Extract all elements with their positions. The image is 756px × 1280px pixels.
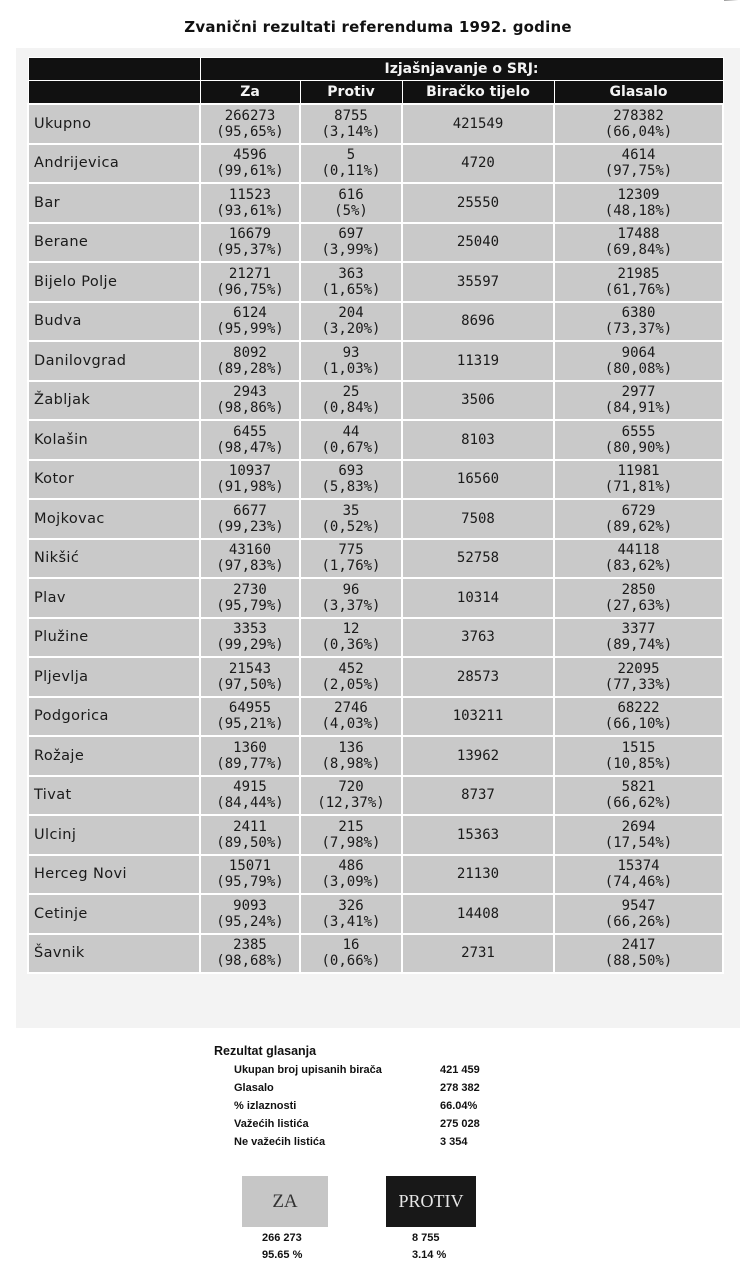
protiv-value: 204 — [338, 305, 364, 322]
table-row — [28, 657, 723, 697]
za-cell — [200, 183, 300, 223]
za-cell — [200, 341, 300, 381]
glasalo-value: 6555 — [621, 423, 656, 440]
protiv-percent: 3.14 % — [412, 1249, 447, 1261]
protiv-cell — [300, 855, 402, 895]
glasalo-cell — [554, 262, 723, 302]
municipality-name: Kolašin — [28, 420, 200, 460]
biracko-tijelo-cell: 28573 — [402, 657, 554, 697]
protiv-percent: (12,37%) — [317, 795, 385, 812]
glasalo-percent: (17,54%) — [604, 834, 673, 851]
za-value: 1360 — [233, 739, 267, 756]
za-value: 10937 — [228, 463, 272, 480]
biracko-tijelo-cell: 11319 — [402, 341, 554, 381]
za-count: 266 273 — [262, 1232, 302, 1244]
glasalo-percent: (89,74%) — [604, 637, 673, 654]
protiv-percent: (3,14%) — [321, 123, 381, 140]
za-value: 15071 — [228, 858, 272, 875]
za-value: 16679 — [228, 226, 272, 243]
glasalo-cell — [554, 420, 723, 460]
protiv-percent: (3,09%) — [321, 874, 381, 891]
glasalo-percent: (80,90%) — [604, 439, 673, 456]
protiv-percent: (1,76%) — [321, 558, 381, 575]
glasalo-value: 9064 — [621, 344, 656, 361]
glasalo-value: 17488 — [617, 226, 660, 243]
municipality-name: Plav — [28, 578, 200, 618]
glasalo-cell — [554, 381, 723, 421]
municipality-name: Pljevlja — [28, 657, 200, 697]
glasalo-cell — [554, 736, 723, 776]
za-value: 2943 — [233, 384, 267, 401]
glasalo-value: 21985 — [617, 265, 660, 282]
summary-title: Rezultat glasanja — [214, 1044, 317, 1058]
za-value: 2411 — [233, 818, 267, 835]
glasalo-cell — [554, 539, 723, 579]
protiv-value: 35 — [342, 502, 360, 519]
summary-label: Važećih listića — [234, 1118, 309, 1130]
protiv-percent: (1,65%) — [321, 281, 381, 298]
za-cell — [200, 460, 300, 500]
glasalo-percent: (69,84%) — [604, 242, 673, 259]
column-header-za: Za — [200, 81, 300, 105]
za-cell — [200, 776, 300, 816]
protiv-percent: (4,03%) — [321, 716, 381, 733]
summary-value: 66.04% — [440, 1100, 478, 1112]
za-percent: (99,29%) — [216, 637, 284, 654]
za-cell — [200, 855, 300, 895]
protiv-cell — [300, 776, 402, 816]
biracko-tijelo-cell: 8737 — [402, 776, 554, 816]
municipality-name: Tivat — [28, 776, 200, 816]
protiv-percent: (1,03%) — [321, 360, 381, 377]
glasalo-percent: (66,26%) — [604, 913, 673, 930]
za-percent: 95.65 % — [262, 1249, 303, 1261]
za-percent: (99,61%) — [216, 163, 284, 180]
glasalo-cell — [554, 302, 723, 342]
glasalo-value: 6729 — [621, 502, 656, 519]
protiv-value: 93 — [342, 344, 360, 361]
municipality-name: Andrijevica — [28, 144, 200, 184]
za-percent: (95,24%) — [216, 913, 284, 930]
za-cell — [200, 934, 300, 974]
glasalo-value: 3377 — [621, 621, 656, 638]
za-percent: (89,50%) — [216, 834, 284, 851]
protiv-percent: (7,98%) — [321, 834, 381, 851]
za-percent: (95,79%) — [216, 597, 284, 614]
glasalo-value: 2977 — [621, 384, 656, 401]
municipality-name: Šavnik — [28, 934, 200, 974]
za-percent: (89,28%) — [216, 360, 284, 377]
glasalo-percent: (83,62%) — [604, 558, 673, 575]
protiv-count: 8 755 — [412, 1232, 440, 1244]
za-value: 11523 — [228, 186, 272, 203]
municipality-name: Bijelo Polje — [28, 262, 200, 302]
za-cell — [200, 381, 300, 421]
municipality-name: Budva — [28, 302, 200, 342]
glasalo-value: 278382 — [613, 107, 664, 124]
za-percent: (98,86%) — [216, 400, 284, 417]
biracko-tijelo-cell: 25550 — [402, 183, 554, 223]
za-percent: (97,83%) — [216, 558, 284, 575]
glasalo-value: 22095 — [617, 660, 660, 677]
municipality-name: Rožaje — [28, 736, 200, 776]
biracko-tijelo-cell: 2731 — [402, 934, 554, 974]
protiv-cell — [300, 341, 402, 381]
protiv-cell — [300, 223, 402, 263]
summary-row — [234, 1136, 534, 1153]
biracko-tijelo-cell: 13962 — [402, 736, 554, 776]
municipality-name: Danilovgrad — [28, 341, 200, 381]
protiv-box: PROTIV — [386, 1176, 476, 1227]
za-percent: (84,44%) — [216, 795, 284, 812]
protiv-value: 215 — [338, 818, 364, 835]
table-row — [28, 934, 723, 974]
za-percent: (96,75%) — [216, 281, 284, 298]
glasalo-cell — [554, 223, 723, 263]
protiv-cell — [300, 104, 402, 144]
glasalo-percent: (80,08%) — [604, 360, 673, 377]
summary-row — [234, 1118, 534, 1135]
za-percent: (95,21%) — [216, 716, 284, 733]
glasalo-percent: (73,37%) — [604, 321, 673, 338]
table-row — [28, 104, 723, 144]
protiv-percent: (3,41%) — [321, 913, 381, 930]
column-header-glasalo: Glasalo — [554, 81, 723, 105]
glasalo-percent: (97,75%) — [604, 163, 673, 180]
glasalo-cell — [554, 894, 723, 934]
protiv-value: 2746 — [334, 700, 368, 717]
glasalo-percent: (10,85%) — [604, 755, 673, 772]
glasalo-cell — [554, 618, 723, 658]
protiv-value: 25 — [342, 384, 360, 401]
protiv-value: 616 — [338, 186, 364, 203]
protiv-percent: (0,11%) — [321, 163, 381, 180]
za-value: 6124 — [233, 305, 267, 322]
za-cell — [200, 499, 300, 539]
glasalo-percent: (61,76%) — [604, 281, 673, 298]
summary-label: % izlaznosti — [234, 1100, 297, 1112]
glasalo-value: 2850 — [621, 581, 656, 598]
glasalo-value: 11981 — [617, 463, 660, 480]
protiv-value: 16 — [342, 937, 360, 954]
biracko-tijelo-cell: 3506 — [402, 381, 554, 421]
biracko-tijelo-cell: 7508 — [402, 499, 554, 539]
glasalo-percent: (48,18%) — [604, 202, 673, 219]
za-cell — [200, 736, 300, 776]
table-row — [28, 262, 723, 302]
municipality-name: Ulcinj — [28, 815, 200, 855]
protiv-cell — [300, 460, 402, 500]
column-header-protiv: Protiv — [300, 81, 402, 105]
protiv-value: 44 — [342, 423, 360, 440]
table-row — [28, 618, 723, 658]
glasalo-percent: (88,50%) — [604, 953, 673, 970]
protiv-percent: (5%) — [334, 202, 368, 219]
glasalo-value: 1515 — [621, 739, 656, 756]
table-row — [28, 223, 723, 263]
protiv-cell — [300, 302, 402, 342]
glasalo-cell — [554, 460, 723, 500]
za-value: 4596 — [233, 147, 267, 164]
protiv-cell — [300, 736, 402, 776]
summary-value: 278 382 — [440, 1082, 480, 1094]
protiv-value: 775 — [338, 542, 364, 559]
za-cell — [200, 223, 300, 263]
table-row — [28, 578, 723, 618]
municipality-name: Podgorica — [28, 697, 200, 737]
header-spacer — [28, 81, 200, 105]
protiv-percent: (3,20%) — [321, 321, 381, 338]
glasalo-percent: (66,04%) — [604, 123, 673, 140]
municipality-name: Plužine — [28, 618, 200, 658]
za-cell — [200, 539, 300, 579]
glasalo-cell — [554, 657, 723, 697]
protiv-percent: (2,05%) — [321, 676, 381, 693]
glasalo-value: 2417 — [621, 937, 656, 954]
za-percent: (95,65%) — [216, 123, 284, 140]
protiv-percent: (0,66%) — [321, 953, 381, 970]
table-row — [28, 460, 723, 500]
za-value: 8092 — [233, 344, 267, 361]
glasalo-percent: (66,62%) — [604, 795, 673, 812]
municipality-name: Žabljak — [28, 381, 200, 421]
za-percent: (95,37%) — [216, 242, 284, 259]
biracko-tijelo-cell: 8696 — [402, 302, 554, 342]
protiv-percent: (3,99%) — [321, 242, 381, 259]
biracko-tijelo-cell: 15363 — [402, 815, 554, 855]
za-value: 64955 — [228, 700, 272, 717]
biracko-tijelo-cell: 421549 — [402, 104, 554, 144]
municipality-name: Berane — [28, 223, 200, 263]
glasalo-cell — [554, 144, 723, 184]
protiv-cell — [300, 183, 402, 223]
glasalo-cell — [554, 578, 723, 618]
za-percent: (98,68%) — [216, 953, 284, 970]
glasalo-value: 4614 — [621, 147, 656, 164]
glasalo-cell — [554, 104, 723, 144]
municipality-name: Cetinje — [28, 894, 200, 934]
protiv-cell — [300, 499, 402, 539]
za-percent: (91,98%) — [216, 479, 284, 496]
za-cell — [200, 262, 300, 302]
za-value: 3353 — [233, 621, 267, 638]
za-cell — [200, 815, 300, 855]
protiv-value: 452 — [338, 660, 364, 677]
protiv-value: 96 — [342, 581, 360, 598]
za-value: 9093 — [233, 897, 267, 914]
table-row — [28, 539, 723, 579]
za-percent: (95,99%) — [216, 321, 284, 338]
summary-label: Glasalo — [234, 1082, 274, 1094]
glasalo-value: 5821 — [621, 779, 656, 796]
glasalo-cell — [554, 815, 723, 855]
table-row — [28, 302, 723, 342]
protiv-value: 363 — [338, 265, 364, 282]
municipality-name: Ukupno — [28, 104, 200, 144]
biracko-tijelo-cell: 35597 — [402, 262, 554, 302]
glasalo-cell — [554, 934, 723, 974]
biracko-tijelo-cell: 52758 — [402, 539, 554, 579]
municipality-name: Herceg Novi — [28, 855, 200, 895]
protiv-cell — [300, 894, 402, 934]
scan-edge-mark — [724, 0, 756, 15]
protiv-percent: (0,84%) — [321, 400, 381, 417]
table-row — [28, 381, 723, 421]
glasalo-cell — [554, 697, 723, 737]
glasalo-cell — [554, 341, 723, 381]
protiv-percent: (0,52%) — [321, 518, 381, 535]
protiv-cell — [300, 420, 402, 460]
table-row — [28, 736, 723, 776]
table-row — [28, 697, 723, 737]
table-row — [28, 894, 723, 934]
municipality-name: Nikšić — [28, 539, 200, 579]
protiv-cell — [300, 934, 402, 974]
protiv-cell — [300, 697, 402, 737]
summary-row — [234, 1082, 534, 1099]
protiv-percent: (0,67%) — [321, 439, 381, 456]
summary-row — [234, 1064, 534, 1081]
summary-row — [234, 1100, 534, 1117]
table-row — [28, 183, 723, 223]
glasalo-cell — [554, 776, 723, 816]
protiv-value: 693 — [338, 463, 364, 480]
za-value: 266273 — [224, 107, 276, 124]
protiv-cell — [300, 381, 402, 421]
municipality-name: Kotor — [28, 460, 200, 500]
za-value: 2730 — [233, 581, 267, 598]
za-value: 6677 — [233, 502, 267, 519]
glasalo-cell — [554, 499, 723, 539]
summary-value: 3 354 — [440, 1136, 468, 1148]
table-row — [28, 815, 723, 855]
glasalo-value: 2694 — [621, 818, 656, 835]
protiv-value: 697 — [338, 226, 364, 243]
za-percent: (93,61%) — [216, 202, 284, 219]
protiv-percent: (0,36%) — [321, 637, 381, 654]
protiv-cell — [300, 618, 402, 658]
municipality-name: Mojkovac — [28, 499, 200, 539]
za-value: 43160 — [228, 542, 272, 559]
table-row — [28, 855, 723, 895]
za-cell — [200, 894, 300, 934]
protiv-value: 5 — [346, 147, 356, 164]
biracko-tijelo-cell: 25040 — [402, 223, 554, 263]
za-percent: (95,79%) — [216, 874, 284, 891]
glasalo-cell — [554, 183, 723, 223]
za-cell — [200, 104, 300, 144]
biracko-tijelo-cell: 3763 — [402, 618, 554, 658]
glasalo-percent: (66,10%) — [604, 716, 673, 733]
header-spacer — [28, 58, 200, 81]
za-cell — [200, 697, 300, 737]
protiv-value: 12 — [342, 621, 360, 638]
protiv-value: 8755 — [334, 107, 368, 124]
biracko-tijelo-cell: 14408 — [402, 894, 554, 934]
za-cell — [200, 420, 300, 460]
table-row — [28, 341, 723, 381]
municipality-name: Bar — [28, 183, 200, 223]
za-value: 21543 — [228, 660, 272, 677]
protiv-cell — [300, 262, 402, 302]
table-row — [28, 776, 723, 816]
summary-label: Ukupan broj upisanih birača — [234, 1064, 382, 1076]
glasalo-value: 15374 — [617, 858, 660, 875]
glasalo-percent: (27,63%) — [604, 597, 673, 614]
protiv-cell — [300, 144, 402, 184]
biracko-tijelo-cell: 103211 — [402, 697, 554, 737]
protiv-percent: (8,98%) — [321, 755, 381, 772]
table-row — [28, 144, 723, 184]
za-cell — [200, 657, 300, 697]
protiv-percent: (3,37%) — [321, 597, 381, 614]
glasalo-value: 6380 — [621, 305, 656, 322]
za-percent: (89,77%) — [216, 755, 284, 772]
protiv-value: 720 — [338, 779, 364, 796]
table-row — [28, 420, 723, 460]
column-header-bracko-tijelo: Biračko tijelo — [402, 81, 554, 105]
protiv-value: 136 — [338, 739, 364, 756]
glasalo-value: 12309 — [617, 186, 660, 203]
biracko-tijelo-cell: 8103 — [402, 420, 554, 460]
za-box: ZA — [242, 1176, 328, 1227]
glasalo-value: 9547 — [621, 897, 656, 914]
protiv-cell — [300, 578, 402, 618]
biracko-tijelo-cell: 21130 — [402, 855, 554, 895]
glasalo-cell — [554, 855, 723, 895]
za-value: 4915 — [233, 779, 267, 796]
biracko-tijelo-cell: 10314 — [402, 578, 554, 618]
protiv-cell — [300, 815, 402, 855]
glasalo-percent: (71,81%) — [604, 479, 673, 496]
protiv-value: 486 — [338, 858, 364, 875]
summary-value: 421 459 — [440, 1064, 480, 1076]
glasalo-percent: (74,46%) — [604, 874, 673, 891]
glasalo-value: 68222 — [617, 700, 660, 717]
page-title: Zvanični rezultati referenduma 1992. godine — [184, 18, 572, 36]
vote-summary — [206, 1036, 546, 1276]
table-row — [28, 499, 723, 539]
glasalo-percent: (84,91%) — [604, 400, 673, 417]
glasalo-value: 44118 — [617, 542, 660, 559]
za-cell — [200, 144, 300, 184]
protiv-value: 326 — [338, 897, 364, 914]
protiv-cell — [300, 539, 402, 579]
summary-label: Ne važećih listića — [234, 1136, 326, 1148]
za-value: 21271 — [228, 265, 272, 282]
summary-value: 275 028 — [440, 1118, 480, 1130]
za-value: 2385 — [233, 937, 267, 954]
glasalo-percent: (77,33%) — [604, 676, 673, 693]
za-percent: (99,23%) — [216, 518, 284, 535]
za-cell — [200, 578, 300, 618]
za-percent: (97,50%) — [216, 676, 284, 693]
za-percent: (98,47%) — [216, 439, 284, 456]
za-cell — [200, 302, 300, 342]
protiv-percent: (5,83%) — [321, 479, 381, 496]
group-header: Izjašnjavanje o SRJ: — [200, 58, 723, 81]
results-table — [27, 57, 724, 974]
biracko-tijelo-cell: 16560 — [402, 460, 554, 500]
biracko-tijelo-cell: 4720 — [402, 144, 554, 184]
za-cell — [200, 618, 300, 658]
glasalo-percent: (89,62%) — [604, 518, 673, 535]
protiv-cell — [300, 657, 402, 697]
za-value: 6455 — [233, 423, 267, 440]
